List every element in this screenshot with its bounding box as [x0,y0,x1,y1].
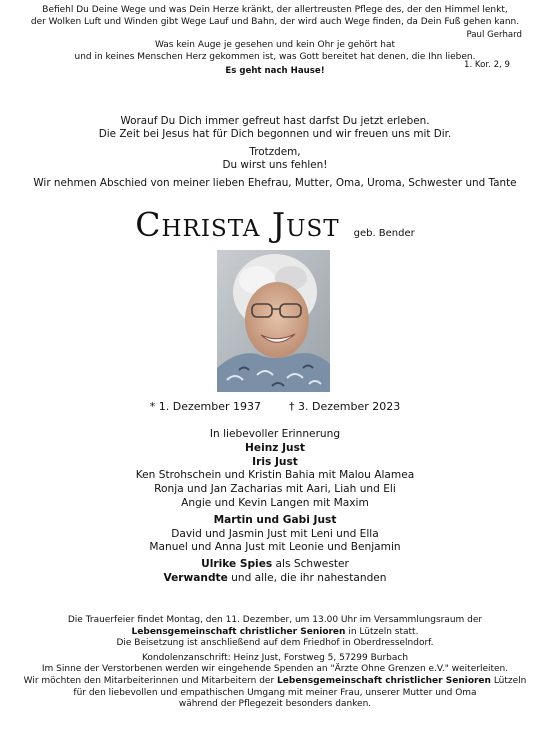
farewell-line: Wir nehmen Abschied von meiner lieben Ehefrau, Mutter, Oma, Uroma, Schwester und Tante [33,177,517,189]
burial-line: Die Beisetzung ist anschließend auf dem Friedhof in Oberdresselndorf. [116,638,434,649]
sister-role: als Schwester [272,558,349,571]
mourner-line: Ronja und Jan Zacharias mit Aari, Liah und Eli [154,483,396,496]
quote-line-2: der Wolken Luft und Winden gibt Wege Lauf und Bahn, der wird auch Wege finden, da Dein Fuß gehen kann. [30,16,520,27]
birth-date: * 1. Dezember 1937 [149,400,261,413]
home-line: Es geht nach Hause! [225,66,325,76]
maiden-name: geb. Bender [353,228,415,239]
message-line-3: Trotzdem, [249,146,301,158]
service-location: in Lützeln statt. [345,626,419,637]
thanks-line-1 [10,676,540,688]
funeral-info [10,615,540,711]
quote-author-1: Paul Gerhard [466,30,522,40]
hymn-quote [10,5,540,76]
message-line-2: Die Zeit bei Jesus hat für Dich begonnen und wir freuen uns mit Dir. [98,128,452,140]
mourners-list [10,428,540,586]
life-dates [0,400,550,413]
message-line-1: Worauf Du Dich immer gefreut hast darfst Du jetzt erleben. [120,115,430,127]
portrait-photo [217,250,330,392]
care-home-name: Lebensgemeinschaft christlicher Senioren [131,626,346,637]
thanks-location: Lützeln [490,675,527,686]
thanks-line-2: für den liebevollen und empathischen Umgang mit meiner Frau, unserer Mutter und Oma [73,687,477,698]
mourner-line: Iris Just [252,455,298,468]
mourner-line: Angie und Kevin Langen mit Maxim [181,496,369,509]
mourner-line: David und Jasmin Just mit Leni und Ella [171,527,379,540]
relatives-label: Verwandte [163,571,228,584]
sister-name: Ulrike Spies [201,558,273,571]
mourner-line: Manuel und Anna Just mit Leonie und Benjamin [149,541,401,554]
condolence-address: Kondolenzanschrift: Heinz Just, Forstweg 5, 57299 Burbach [141,652,409,663]
death-date: † 3. Dezember 2023 [289,400,401,413]
mourner-line: Heinz Just [245,441,305,454]
mourner-line: Ken Strohschein und Kristin Bahia mit Malou Alamea [135,469,415,482]
message-line-4: Du wirst uns fehlen! [222,159,328,171]
service-line-2 [10,627,540,639]
thanks-text: Wir möchten den Mitarbeiterinnen und Mitarbeitern der [23,675,278,686]
mourner-line [10,558,540,572]
service-line-1: Die Trauerfeier findet Montag, den 11. Dezember, um 13.00 Uhr im Versammlungsraum der [67,615,483,625]
deceased-name: Christa Just [135,205,340,244]
quote-line-3: Was kein Auge je gesehen und kein Ohr je gehört hat [154,40,396,50]
care-home-name: Lebensgemeinschaft christlicher Senioren [277,675,491,686]
memory-intro: In liebevoller Erinnerung [209,428,341,440]
thanks-line-3: während der Pflegezeit besonders danken. [178,699,372,710]
donation-line: Im Sinne der Verstorbenen werden wir eingehende Spenden an "Ärzte Ohne Grenzen e.V." weiterleiten. [41,664,509,675]
mourner-line [10,572,540,586]
relatives-text: und alle, die ihr nahestanden [227,571,387,584]
quote-line-1: Befiehl Du Deine Wege und was Dein Herze kränkt, der allertreusten Pflege des, der den Himmel lenkt, [42,5,508,15]
mourner-line: Martin und Gabi Just [213,513,337,526]
message-block [10,115,540,190]
quote-line-4: und in keines Menschen Herz gekommen ist, was Gott bereitet hat denen, die Ihn lieben. [74,51,476,62]
quote-author-2: 1. Kor. 2, 9 [463,60,510,70]
name-row [0,205,550,244]
